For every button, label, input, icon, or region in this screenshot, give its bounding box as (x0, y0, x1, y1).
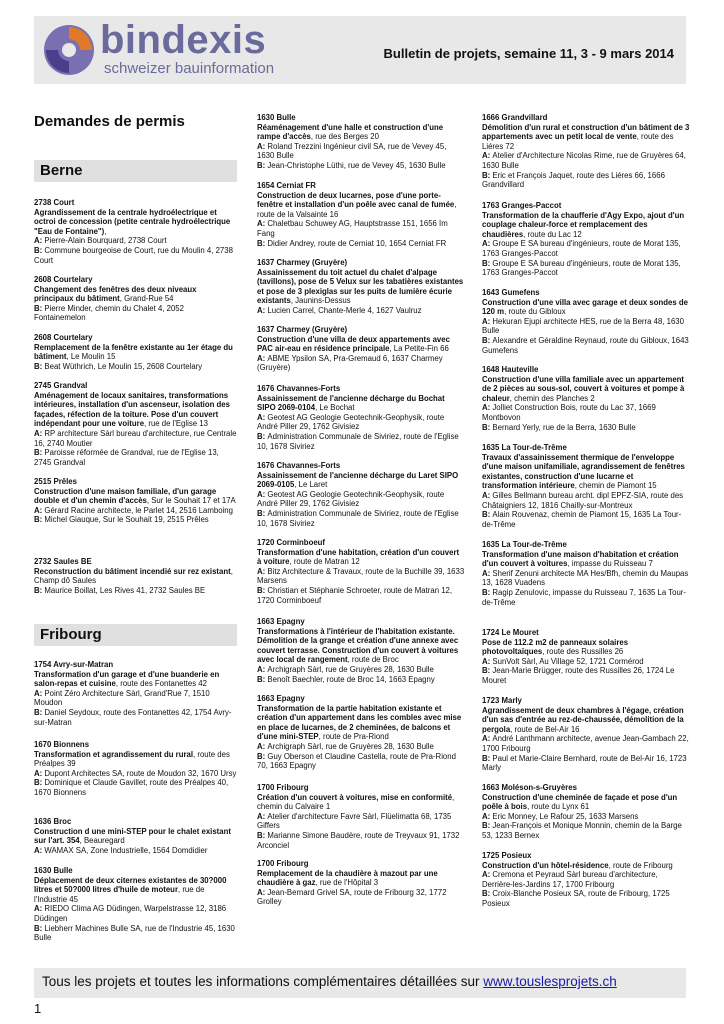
project-entry: 1663 Moléson-s-Gruyères Construction d'une cheminée de façade et pose d'un poêle à bois, route du Lynx 61 A: Eric Monney, Le Rafour 25, 1633 Marsens B: Jean-François et Monique Monnin, chemin de la Barge 53, 1233 Bernex (482, 783, 690, 841)
page-number: 1 (34, 1001, 42, 1016)
footer-band (34, 968, 686, 998)
project-entry: 1724 Le Mouret Pose de 112.2 m2 de panneaux solaires photovoltaïques, route des Russilles 26 A: SunVolt Sàrl, Au Village 52, 1721 Cormérod B: Jean-Marie Brügger, route des Russilles 26, 1724 Le Mouret (482, 628, 690, 686)
project-location: 1637 Charmey (Gruyère) (257, 258, 348, 267)
project-description: Transformation d'une habitation, création d'un couvert à voiture (257, 547, 460, 567)
project-entry: 1723 Marly Agrandissement de deux chambres à l'égage, création d'un sas d'entrée au rez-de-chaussée, démolition de la pergola, route de Bel-Air 16 A: André Lanthmann architecte, avenue Jean-Gambach 22, 1700 Fribourg B: Paul et Marie-Claire Bernhard, route de Bel-Air 16, 1723 Marly (482, 696, 689, 773)
owner: Pierre Minder, chemin du Chalet 4, 2052 Fontainemelon (34, 303, 184, 323)
project-address: , route des Liéres 72 (482, 132, 674, 151)
project-location: 1700 Fribourg (257, 859, 309, 868)
project-address: , rue de l'Eglise 13 (144, 419, 208, 429)
logo-wordmark: bindexis (100, 18, 267, 62)
project-entry: 1725 Posieux Construction d'un hôtel-résidence, route de Fribourg A: Cremona et Peyraud Sàrl bureau d'architecture, Derrière-les-Jardins 17, 1700 Fribourg B: Croix-Blanche Posieux SA, route de Fribourg, 1725 Posieux (482, 851, 690, 909)
project-description: Construction d'une villa de deux appartements avec PAC air-eau en résidence principale (257, 334, 450, 354)
project-description: Construction de deux lucarnes, pose d'une porte-fenêtre et installation d'un poêle avec canal de fumée (257, 190, 455, 210)
project-description: Pose de 112.2 m2 de panneaux solaires photovoltaïques (482, 637, 629, 657)
project-description: Agrandissement de deux chambres à l'égage, création d'un sas d'entrée au rez-de-chaussée, démolition de la pergola (482, 705, 684, 734)
architect: Gilles Bellmann bureau archt. dipl EPFZ-SIA, route des Châtaigniers 12, 1816 Chailly-sur-Montreux (482, 490, 684, 510)
architect: Lucien Carrel, Chante-Merle 4, 1627 Vaulruz (267, 305, 422, 315)
project-address: , route des Russilles 26 (542, 647, 624, 657)
project-address: , rue des Berges 20 (310, 132, 379, 142)
project-entry: 1754 Avry-sur-Matran Transformation d'un garage et d'une buanderie en salon-repas et cuisine, route des Fontanettes 42 A: Point Zéro Architecture Sàrl, Grand'Rue 7, 1510 Moudon B: Daniel Seydoux, route des Fontanettes 42, 1754 Avry-sur-Matran (34, 660, 237, 727)
project-location: 1635 La Tour-de-Trême (482, 540, 567, 549)
project-description: Transformation d'une maison d'habitation et création d'un couvert à voitures (482, 549, 679, 569)
owner: Alain Rouvenaz, chemin de Piamont 15, 1635 La Tour-de-Trême (482, 510, 682, 529)
project-address: , chemin de Piamont 15 (574, 481, 657, 491)
website-link[interactable]: www.touslesprojets.ch (483, 974, 617, 989)
project-location: 2732 Saules BE (34, 557, 92, 566)
owner: Alexandre et Géraldine Reynaud, route du Gibloux, 1643 Gumefens (482, 335, 689, 355)
section-title: Fribourg (40, 626, 102, 643)
project-location: 1635 La Tour-de-Trême (482, 443, 567, 452)
project-address: , impasse du Ruisseau 7 (567, 559, 653, 569)
owner: Jean-François et Monique Monnin, chemin de la Barge 53, 1233 Bernex (482, 821, 682, 840)
project-location: 1630 Bulle (257, 113, 296, 122)
footer-text (42, 974, 617, 989)
architect: Gérard Racine architecte, le Parlet 14, 2516 Lamboing (44, 505, 233, 515)
architect: ABME Ypsilon SA, Pra-Gremaud 6, 1637 Charmey (Gruyère) (257, 353, 443, 373)
project-description: Construction d'une cheminée de façade et pose d'un poêle à bois (482, 792, 678, 812)
project-description: Transformation de la chaufferie d'Agy Expo, ajout d'un couplage chaleur-force et remplacement des chaudières (482, 210, 685, 239)
project-address: , route de Bel-Air 16 (510, 724, 580, 734)
owner: Maurice Boillat, Les Rives 41, 2732 Saules BE (44, 585, 206, 595)
project-address: , rue de l'Hôpital 3 (315, 878, 379, 888)
project-address: , Beauregard (79, 836, 125, 846)
project-location: 1663 Epagny (257, 694, 305, 703)
project-address: , route du Gibloux (504, 307, 566, 317)
project-description: Changement des fenêtres des deux niveaux principaux du bâtiment (34, 284, 197, 304)
project-description: Démolition d'un rural et construction d'un bâtiment de 3 appartements avec un petit local de vente (482, 122, 690, 142)
project-location: 2515 Prêles (34, 477, 77, 486)
project-description: Déplacement de deux citernes existantes de 30?000 litres et 50?000 litres d'huile de moteur (34, 875, 227, 895)
project-entry: 1635 La Tour-de-Trême Travaux d'assainissement thermique de l'enveloppe d'une maison unifamiliale, agrandissement de fenêtres existantes, construction d'une lucarne et transformation intérieure, chemin de Piamont 15 A: Gilles Bellmann bureau archt. dipl EPFZ-SIA, route des Châtaigniers 12, 1816 Chailly-sur-Montreux B: Alain Rouvenaz, chemin de Piamont 15, 1635 La Tour-de-Trême (482, 443, 690, 529)
project-entry: 2745 Grandval Aménagement de locaux sanitaires, transformations intérieures, installation d'un ascenseur, isolation des façades, réfection de la toiture. Pose d'un couvert indépendant pour une voiture, rue de l'Eglise 13 A: RP architecture Sàrl bureau d'architecture, rue Centrale 16, 2740 Moutier B: Paroisse réformée de Grandval, rue de l'Eglise 13, 2745 Grandval (34, 381, 237, 467)
owner: Didier Andrey, route de Cerniat 10, 1654 Cerniat FR (267, 238, 447, 248)
project-address: , Le Laret (294, 480, 328, 490)
project-entry: 2608 Courtelary Changement des fenêtres des deux niveaux principaux du bâtiment, Grand-Rue 54 B: Pierre Minder, chemin du Chalet 4, 2052 Fontainemelon (34, 275, 237, 323)
project-entry: 1637 Charmey (Gruyère) Construction d'une villa de deux appartements avec PAC air-eau en résidence principale, La Petite-Fin 66 A: ABME Ypsilon SA, Pra-Gremaud 6, 1637 Charmey (Gruyère) (257, 325, 465, 373)
project-description: Construction d'une villa familiale avec un appartement de 2 pièces au sous-sol, couvert à voitures et pompe à chaleur (482, 374, 685, 403)
project-address: , route de la Valsainte 16 (257, 200, 457, 219)
project-description: Réaménagement d'une halle et construction d'une rampe d'accès (257, 122, 444, 142)
project-entry: 1636 Broc Construction d une mini-STEP pour le chalet existant sur l'art. 354, Beauregard A: WAMAX SA, Zone Industrielle, 1564 Domdidier (34, 817, 237, 855)
owner: Eric et François Jaquet, route des Liéres 66, 1666 Grandvillard (482, 170, 665, 190)
project-location: 1676 Chavannes-Forts (257, 384, 341, 393)
project-location: 1648 Hauteville (482, 365, 539, 374)
project-address: , Le Bochat (315, 403, 355, 413)
project-address: , route de Matran 12 (289, 557, 360, 567)
architect: WAMAX SA, Zone Industrielle, 1564 Domdidier (44, 845, 208, 855)
architect: Bitz Architecture & Travaux, route de la Buchille 39, 1633 Marsens (257, 566, 465, 586)
project-entry: 2738 Court Agrandissement de la centrale hydroélectrique et octroi de concession (petite centrale hydroélectrique "Eau de Fontaine"), A: Pierre-Alain Bourquard, 2738 Court B: Commune bourgeoise de Court, rue du Moulin 4, 2738 Court (34, 198, 237, 265)
owner: Paroisse réformée de Grandval, rue de l'Eglise 13, 2745 Grandval (34, 448, 219, 467)
architect: Jean-Bernard Grivel SA, route de Fribourg 32, 1772 Grolley (257, 887, 447, 907)
project-location: 1700 Fribourg (257, 783, 309, 792)
project-description: Création d'un couvert à voitures, mise en conformité (257, 792, 453, 802)
project-description: Transformation d'un garage et d'une buanderie en salon-repas et cuisine (34, 669, 220, 689)
architect: Point Zéro Architecture Sàrl, Grand'Rue 7, 1510 Moudon (34, 688, 210, 708)
project-address: , (104, 226, 107, 236)
project-entry: 1630 Bulle Réaménagement d'une halle et construction d'une rampe d'accès, rue des Berges 20 A: Roland Trezzini Ingénieur civil SA, rue de Vevey 45, 1630 Bulle B: Jean-Christophe Lüthi, rue de Vevey 45, 1630 Bulle (257, 113, 465, 171)
bulletin-title: Bulletin de projets, semaine 11, 3 - 9 mars 2014 (383, 46, 674, 61)
project-location: 1637 Charmey (Gruyère) (257, 325, 348, 334)
project-description: Construction d une mini-STEP pour le chalet existant sur l'art. 354 (34, 826, 231, 846)
architect: Hekuran Ejupi architecte HES, rue de la Berra 48, 1630 Bulle (482, 316, 684, 336)
owner: Michel Giauque, Sur le Souhait 19, 2515 Prêles (44, 515, 209, 525)
page-title: Demandes de permis (34, 113, 185, 130)
project-entry: 2732 Saules BE Reconstruction du bâtiment incendié sur rez existant, Champ dô Saules B: Maurice Boillat, Les Rives 41, 2732 Saules BE (34, 557, 237, 595)
project-address: , Le Moulin 15 (66, 352, 116, 362)
architect: RIEDO Clima AG Düdingen, Warpelstrasse 12, 3186 Düdingen (34, 904, 227, 923)
project-location: 1643 Gumefens (482, 288, 540, 297)
project-location: 1663 Epagny (257, 617, 305, 626)
section-header-berne (34, 160, 237, 182)
project-address: , route de Broc (347, 655, 399, 665)
owner: Daniel Seydoux, route des Fontanettes 42, 1754 Avry-sur-Matran (34, 707, 232, 727)
project-description: Assainissement de l'ancienne décharge du Laret SIPO 2069-0105 (257, 470, 459, 490)
project-entry: 1643 Gumefens Construction d'une villa avec garage et deux sondes de 120 m, route du Gibloux A: Hekuran Ejupi architecte HES, rue de la Berra 48, 1630 Bulle B: Alexandre et Géraldine Reynaud, route du Gibloux, 1643 Gumefens (482, 288, 689, 355)
section-title: Berne (40, 162, 83, 179)
bindexis-logo-icon (42, 23, 96, 77)
architect: Pierre-Alain Bourquard, 2738 Court (44, 236, 167, 246)
project-entry: 1720 Corminboeuf Transformation d'une habitation, création d'un couvert à voiture, route de Matran 12 A: Bitz Architecture & Travaux, route de la Buchille 39, 1633 Marsens B: Christian et Stéphanie Schroeter, route de Matran 12, 1720 Corminboeuf (257, 538, 465, 605)
owner: Liebherr Machines Bulle SA, rue de l'Industrie 45, 1630 Bulle (34, 923, 235, 943)
project-address: , Sur le Souhait 17 et 17A (146, 496, 236, 506)
owner: Ragip Zenulovic, impasse du Ruisseau 7, 1635 La Tour-de-Trême (482, 587, 686, 607)
project-address: , La Petite-Fin 66 (389, 344, 449, 354)
architect: SunVolt Sàrl, Au Village 52, 1721 Cormérod (492, 656, 644, 666)
project-address: , rue de l'Industrie 45 (34, 885, 205, 904)
project-address: , route de Pra-Riond (318, 732, 389, 742)
architect: Groupe E SA bureau d'ingénieurs, route de Morat 135, 1763 Granges-Paccot (482, 239, 681, 258)
project-location: 1636 Broc (34, 817, 72, 826)
project-location: 1720 Corminboeuf (257, 538, 326, 547)
architect: Jolliet Construction Bois, route du Lac 37, 1669 Montbovon (482, 403, 656, 422)
architect: Atelier d'Architecture Nicolas Rime, rue de Gruyères 64, 1630 Bulle (482, 151, 686, 170)
architect: André Lanthmann architecte, avenue Jean-Gambach 22, 1700 Fribourg (482, 734, 689, 753)
project-entry: 1654 Cerniat FR Construction de deux lucarnes, pose d'une porte-fenêtre et installation d'un poêle avec canal de fumée, route de la Valsainte 16 A: Chaletbau Schuwey AG, Hauptstrasse 151, 1656 Im Fang B: Didier Andrey, route de Cerniat 10, 1654 Cerniat FR (257, 181, 465, 248)
architect: Archigraph Sàrl, rue de Gruyères 28, 1630 Bulle (267, 741, 434, 751)
project-location: 2608 Courtelary (34, 275, 93, 284)
project-description: Construction d'une villa avec garage et deux sondes de 120 m (482, 297, 688, 317)
project-location: 1723 Marly (482, 696, 522, 705)
footer-label: Tous les projets et toutes les informations complémentaires détaillées sur (42, 974, 484, 989)
architect: Sherif Zenuni architecte MA Hes/Bfh, chemin du Maupas 13, 1628 Vuadens (482, 568, 689, 588)
architect: Archigraph Sàrl, rue de Gruyères 28, 1630 Bulle (267, 664, 434, 674)
header-band (34, 16, 686, 84)
project-entry: 1700 Fribourg Création d'un couvert à voitures, mise en conformité, chemin du Calvaire 1 A: Atelier d'architecture Favre Sàrl, Flüelimatta 68, 1735 Giffers B: Marianne Simone Baudère, route de Treyvaux 91, 1732 Arconciel (257, 783, 465, 850)
project-description: Agrandissement de la centrale hydroélectrique et octroi de concession (petite centrale hydroélectrique "Eau de Fontaine") (34, 207, 231, 236)
project-location: 1724 Le Mouret (482, 628, 539, 637)
project-location: 1763 Granges-Paccot (482, 201, 562, 210)
architect: Roland Trezzini Ingénieur civil SA, rue de Vevey 45, 1630 Bulle (257, 141, 447, 161)
project-description: Assainissement de l'ancienne décharge du Bochat SIPO 2069-0104 (257, 393, 445, 413)
owner: Administration Communale de Siviriez, route de l'Eglise 10, 1678 Siviriez (257, 508, 459, 528)
project-entry: 1637 Charmey (Gruyère) Assainissement du toit actuel du chalet d'alpage (tavillons), pose de 5 Velux sur les tabatières existantes et pose de 3 plexiglas sur les puits de lumière écurie existants, Jaunins-Dessus A: Lucien Carrel, Chante-Merle 4, 1627 Vaulruz (257, 258, 464, 315)
project-address: , chemin des Planches 2 (509, 393, 595, 403)
project-location: 2608 Courtelary (34, 333, 93, 342)
project-entry: 2608 Courtelary Remplacement de la fenêtre existante au 1er étage du bâtiment, Le Moulin 15 B: Beat Wüthrich, Le Moulin 15, 2608 Courtelary (34, 333, 237, 371)
architect: Dupont Architectes SA, route de Moudon 32, 1670 Ursy (44, 768, 237, 778)
project-description: Remplacement de la fenêtre existante au 1er étage du bâtiment (34, 342, 233, 362)
architect: Atelier d'architecture Favre Sàrl, Flüelimatta 68, 1735 Giffers (257, 811, 452, 831)
project-location: 2745 Grandval (34, 381, 88, 390)
architect: Geotest AG Geologie Geotechnik-Geophysik, route André Piller 29, 1762 Givisiez (257, 489, 445, 509)
architect: Geotest AG Geologie Geotechnik-Geophysik, route André Piller 29, 1762 Givisiez (257, 412, 445, 432)
project-address: , route du Lynx 61 (527, 802, 590, 812)
project-location: 2738 Court (34, 198, 75, 207)
owner: Dominique et Claude Gavillet, route des Préalpes 40, 1670 Bionnens (34, 778, 229, 797)
owner: Bernard Yerly, rue de la Berra, 1630 Bulle (492, 422, 636, 432)
project-location: 1670 Bionnens (34, 740, 90, 749)
project-description: Transformation et agrandissement du rural (34, 749, 194, 759)
project-entry: 1635 La Tour-de-Trême Transformation d'une maison d'habitation et création d'un couvert à voitures, impasse du Ruisseau 7 A: Sherif Zenuni architecte MA Hes/Bfh, chemin du Maupas 13, 1628 Vuadens B: Ragip Zenulovic, impasse du Ruisseau 7, 1635 La Tour-de-Trême (482, 540, 689, 607)
owner: Paul et Marie-Claire Bernhard, route de Bel-Air 16, 1723 Marly (482, 753, 687, 773)
project-description: Travaux d'assainissement thermique de l'enveloppe d'une maison unifamiliale, agrandissement de fenêtres existantes, construction d'une lucarne et transformation intérieure (482, 452, 685, 491)
project-description: Construction d'une maison familiale, d'un garage double et d'un chemin d'accès (34, 486, 217, 506)
owner: Administration Communale de Siviriez, route de l'Eglise 10, 1678 Siviriez (257, 431, 459, 451)
project-entry: 2515 Prêles Construction d'une maison familiale, d'un garage double et d'un chemin d'accès, Sur le Souhait 17 et 17A A: Gérard Racine architecte, le Parlet 14, 2516 Lamboing B: Michel Giauque, Sur le Souhait 19, 2515 Prêles (34, 477, 236, 525)
architect: RP architecture Sàrl bureau d'architecture, rue Centrale 16, 2740 Moutier (34, 428, 237, 448)
project-entry: 1630 Bulle Déplacement de deux citernes existantes de 30?000 litres et 50?000 litres d'huile de moteur, rue de l'Industrie 45 A: RIEDO Clima AG Düdingen, Warpelstrasse 12, 3186 Düdingen B: Liebherr Machines Bulle SA, rue de l'Industrie 45, 1630 Bulle (34, 866, 237, 943)
project-entry: 1676 Chavannes-Forts Assainissement de l'ancienne décharge du Laret SIPO 2069-0105, Le Laret A: Geotest AG Geologie Geotechnik-Geophysik, route André Piller 29, 1762 Givisiez B: Administration Communale de Siviriez, route de l'Eglise 10, 1678 Siviriez (257, 461, 465, 528)
project-location: 1663 Moléson-s-Gruyères (482, 783, 577, 792)
owner: Jean-Marie Brügger, route des Russilles 26, 1724 Le Mouret (482, 666, 675, 685)
project-location: 1666 Grandvillard (482, 113, 548, 122)
project-description: Construction d'un hôtel-résidence (482, 860, 609, 870)
project-location: 1725 Posieux (482, 851, 532, 860)
owner: Croix-Blanche Posieux SA, route de Fribourg, 1725 Posieux (482, 889, 670, 908)
project-entry: 1663 Epagny Transformation de la partie habitation existante et création d'un appartement dans les combles avec mise en place de lucarnes, de 2 cheminées, de balcons et d'une mini-STEP, route de Pra-Riond A: Archigraph Sàrl, rue de Gruyères 28, 1630 Bulle B: Guy Oberson et Claudine Castella, route de Pra-Riond 70, 1663 Epagny (257, 694, 465, 771)
project-location: 1676 Chavannes-Forts (257, 461, 341, 470)
project-description: Assainissement du toit actuel du chalet d'alpage (tavillons), pose de 5 Velux sur les tabatières existantes et pose de 3 plexiglas sur les puits de lumière écurie existants (257, 267, 464, 306)
project-description: Remplacement de la chaudière à mazout par une chaudière à gaz (257, 868, 438, 888)
owner: Benoît Baechler, route de Broc 14, 1663 Epagny (267, 674, 435, 684)
project-entry: 1648 Hauteville Construction d'une villa familiale avec un appartement de 2 pièces au sous-sol, couvert à voitures et pompe à chaleur, chemin des Planches 2 A: Jolliet Construction Bois, route du Lac 37, 1669 Montbovon B: Bernard Yerly, rue de la Berra, 1630 Bulle (482, 365, 690, 432)
architect: Cremona et Peyraud Sàrl bureau d'architecture, Derrière-les-Jardins 17, 1700 Fribourg (482, 870, 658, 889)
project-description: Transformations à l'intérieur de l'habitation existante. Démolition de la grange et création d'une annexe avec couvert terrasse. Construction d'un couvert à voitures avec local de rangement (257, 626, 459, 665)
project-address: , route de Fribourg (608, 860, 673, 870)
project-description: Reconstruction du bâtiment incendié sur rez existant (34, 566, 231, 576)
project-entry: 1663 Epagny Transformations à l'intérieur de l'habitation existante. Démolition de la grange et création d'une annexe avec couvert terrasse. Construction d'un couvert à voitures avec local de rangement, route de Broc A: Archigraph Sàrl, rue de Gruyères 28, 1630 Bulle B: Benoît Baechler, route de Broc 14, 1663 Epagny (257, 617, 465, 684)
section-header-fribourg (34, 624, 237, 646)
project-address: , Grand-Rue 54 (119, 294, 174, 304)
owner: Guy Oberson et Claudine Castella, route de Pra-Riond 70, 1663 Epagny (257, 751, 456, 771)
project-address: , Champ dô Saules (34, 566, 233, 586)
project-description: Transformation de la partie habitation existante et création d'un appartement dans les combles avec mise en place de lucarnes, de 2 cheminées, de balcons et d'une mini-STEP (257, 703, 462, 742)
owner: Christian et Stéphanie Schroeter, route de Matran 12, 1720 Corminboeuf (257, 585, 453, 605)
project-description: Aménagement de locaux sanitaires, transformations intérieures, installation d'un ascenseur, isolation des façades, réfection de la toiture. Pose d'un couvert indépendant pour une voiture (34, 390, 230, 429)
project-address: , route du Lac 12 (523, 229, 582, 239)
project-address: , chemin du Calvaire 1 (257, 792, 455, 812)
project-entry: 1670 Bionnens Transformation et agrandissement du rural, route des Préalpes 39 A: Dupont Architectes SA, route de Moudon 32, 1670 Ursy B: Dominique et Claude Gavillet, route des Préalpes 40, 1670 Bionnens (34, 740, 237, 797)
owner: Marianne Simone Baudère, route de Treyvaux 91, 1732 Arconciel (257, 830, 460, 850)
logo-subtitle: schweizer bauinformation (104, 60, 275, 77)
project-entry: 1676 Chavannes-Forts Assainissement de l'ancienne décharge du Bochat SIPO 2069-0104, Le Bochat A: Geotest AG Geologie Geotechnik-Geophysik, route André Piller 29, 1762 Givisiez B: Administration Communale de Siviriez, route de l'Eglise 10, 1678 Siviriez (257, 384, 465, 451)
architect: Chaletbau Schuwey AG, Hauptstrasse 151, 1656 Im Fang (257, 219, 448, 238)
owner: Commune bourgeoise de Court, rue du Moulin 4, 2738 Court (34, 245, 233, 265)
architect: Eric Monney, Le Rafour 25, 1633 Marsens (492, 811, 639, 821)
project-address: , Jaunins-Dessus (290, 296, 351, 306)
project-location: 1654 Cerniat FR (257, 181, 316, 190)
project-location: 1754 Avry-sur-Matran (34, 660, 114, 669)
owner: Groupe E SA bureau d'ingénieurs, route de Morat 135, 1763 Granges-Paccot (482, 258, 681, 278)
project-address: , route des Fontanettes 42 (115, 679, 207, 689)
project-entry: 1666 Grandvillard Démolition d'un rural et construction d'un bâtiment de 3 appartements avec un petit local de vente, route des Liéres 72 A: Atelier d'Architecture Nicolas Rime, rue de Gruyères 64, 1630 Bulle B: Eric et François Jaquet, route des Liéres 66, 1666 Grandvillard (482, 113, 690, 190)
project-entry: 1763 Granges-Paccot Transformation de la chaufferie d'Agy Expo, ajout d'un couplage chaleur-force et remplacement des chaudières, route du Lac 12 A: Groupe E SA bureau d'ingénieurs, route de Morat 135, 1763 Granges-Paccot B: Groupe E SA bureau d'ingénieurs, route de Morat 135, 1763 Granges-Paccot (482, 201, 690, 278)
project-entry: 1700 Fribourg Remplacement de la chaudière à mazout par une chaudière à gaz, rue de l'Hôpital 3 A: Jean-Bernard Grivel SA, route de Fribourg 32, 1772 Grolley (257, 859, 465, 907)
project-location: 1630 Bulle (34, 866, 73, 875)
owner: Beat Wüthrich, Le Moulin 15, 2608 Courtelary (44, 361, 203, 371)
owner: Jean-Christophe Lüthi, rue de Vevey 45, 1630 Bulle (267, 160, 446, 170)
project-address: , route des Préalpes 39 (34, 749, 230, 769)
